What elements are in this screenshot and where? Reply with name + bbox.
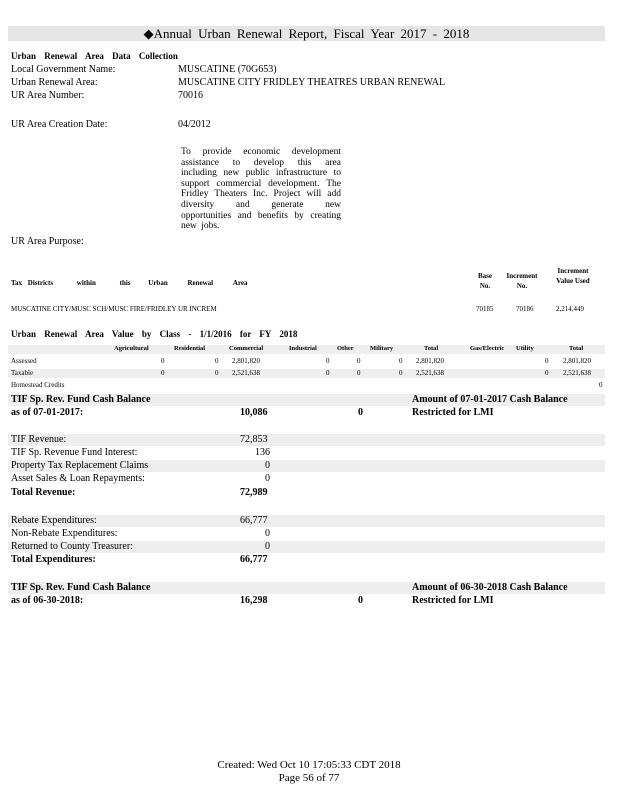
urban-word: Urban <box>148 279 168 287</box>
increment-value-used-header: Increment Value Used <box>556 267 590 285</box>
col-industrial: Industrial <box>289 345 317 352</box>
total-revenue-value: 72,989 <box>240 487 268 498</box>
col-military: Military <box>370 345 394 352</box>
cell-other: 0 <box>357 357 361 365</box>
begin-lmi-value: 0 <box>358 407 363 418</box>
revenue-value-replacement: 0 <box>265 460 270 471</box>
taxable-row <box>0 369 618 379</box>
begin-amount-label-1: Amount of 07-01-2017 Cash Balance <box>412 394 568 405</box>
begin-balance-label-2: as of 07-01-2017: <box>11 407 84 418</box>
cell-agricultural: 0 <box>161 357 165 365</box>
area-word: Area <box>232 279 248 287</box>
revenue-value-tif: 72,853 <box>240 434 268 445</box>
total-expenditures-label: Total Expenditures: <box>11 554 96 565</box>
revenue-label-interest: TIF Sp. Revenue Fund Interest: <box>11 447 138 458</box>
created-timestamp: Created: Wed Oct 10 17:05:33 CDT 2018 <box>217 759 401 771</box>
tax-district-increment: 70186 <box>516 305 534 313</box>
col-residential: Residential <box>174 345 206 352</box>
col-gas-electric: Gas/Electric <box>470 345 505 352</box>
col-total-2: Total <box>569 345 584 352</box>
revenue-value-interest: 136 <box>255 447 270 458</box>
ur-area-purpose-label: UR Area Purpose: <box>11 236 84 247</box>
cell-total: 2,801,820 <box>416 357 444 365</box>
local-government-label: Local Government Name: <box>11 64 116 75</box>
row-label: Taxable <box>11 369 34 377</box>
base-no-header: Base No. <box>478 272 492 290</box>
cell-total-2: 2,801,820 <box>563 357 591 365</box>
revenue-label-tif: TIF Revenue: <box>11 434 67 445</box>
col-total: Total <box>424 345 439 352</box>
cell-agricultural: 0 <box>161 369 165 377</box>
within-word: within <box>76 279 96 287</box>
tax-district-value-used: 2,214,449 <box>556 305 584 313</box>
local-government-value: MUSCATINE (70G653) <box>178 64 277 75</box>
cell-utility: 0 <box>545 369 549 377</box>
area-value-header-row <box>0 345 618 354</box>
end-amount-label-1: Amount of 06-30-2018 Cash Balance <box>412 582 568 593</box>
cell-industrial: 0 <box>326 357 330 365</box>
report-title-banner <box>8 26 605 41</box>
homestead-credits-label: Homestead Credits <box>11 381 65 389</box>
cell-residential: 0 <box>215 369 219 377</box>
page-number: Page 56 of 77 <box>278 772 340 784</box>
row-label: Assessed <box>11 357 37 365</box>
total-expenditures-value: 66,777 <box>240 554 268 565</box>
assessed-row <box>0 357 618 367</box>
ur-area-number-value: 70016 <box>178 90 203 101</box>
renewal-word: Renewal <box>187 279 214 287</box>
expenditure-label-returned: Returned to County Treasurer: <box>11 541 133 552</box>
ur-area-label: Urban Renewal Area: <box>11 77 98 88</box>
cell-other: 0 <box>357 369 361 377</box>
expenditure-label-rebate: Rebate Expenditures: <box>11 515 97 526</box>
cell-military: 0 <box>399 369 403 377</box>
cell-residential: 0 <box>215 357 219 365</box>
total-revenue-label: Total Revenue: <box>11 487 76 498</box>
cell-total-2: 2,521,638 <box>563 369 591 377</box>
creation-date-label: UR Area Creation Date: <box>11 119 108 130</box>
cell-industrial: 0 <box>326 369 330 377</box>
begin-amount-label-2: Restricted for LMI <box>412 407 494 418</box>
cell-utility: 0 <box>545 357 549 365</box>
end-lmi-value: 0 <box>358 595 363 606</box>
cell-total: 2,521,638 <box>416 369 444 377</box>
cell-military: 0 <box>399 357 403 365</box>
end-amount-label-2: Restricted for LMI <box>412 595 494 606</box>
revenue-label-replacement: Property Tax Replacement Claims <box>11 460 149 471</box>
cell-commercial: 2,801,820 <box>232 357 260 365</box>
revenue-label-asset-sales: Asset Sales & Loan Repayments: <box>11 473 145 484</box>
tax-districts-word: Tax Districts <box>11 279 54 287</box>
report-title: Annual Urban Renewal Report, Fiscal Year 2017 - 2018 <box>153 26 470 41</box>
ur-area-purpose-value: To provide economic development assistance to develop this area including new public infrastructure to support commercial development. The Fridley Theaters Inc. Project will add diversity and generate new opportunities and benefits by creating new jobs. <box>181 147 341 232</box>
col-commercial: Commercial <box>229 345 264 352</box>
expenditure-value-rebate: 66,777 <box>240 515 268 526</box>
begin-balance-label-1: TIF Sp. Rev. Fund Cash Balance <box>11 394 151 405</box>
revenue-value-asset-sales: 0 <box>265 473 270 484</box>
expenditure-value-returned: 0 <box>265 541 270 552</box>
this-word: this <box>119 279 131 287</box>
col-other: Other <box>337 345 354 352</box>
diamond-icon: ◆ <box>143 26 154 41</box>
tax-district-name: MUSCATINE CITY/MUSC SCH/MUSC FIRE/FRIDLEY UR INCREM <box>11 305 217 313</box>
end-balance-value: 16,298 <box>240 595 268 606</box>
area-value-heading: Urban Renewal Area Value by Class - 1/1/2016 for FY 2018 <box>11 329 298 339</box>
end-balance-label-1: TIF Sp. Rev. Fund Cash Balance <box>11 582 151 593</box>
expenditure-value-non-rebate: 0 <box>265 528 270 539</box>
tax-district-base: 70185 <box>476 305 494 313</box>
expenditure-label-non-rebate: Non-Rebate Expenditures: <box>11 528 118 539</box>
ur-area-number-label: UR Area Number: <box>11 90 85 101</box>
creation-date-value: 04/2012 <box>178 119 211 130</box>
homestead-credits-value: 0 <box>599 381 603 389</box>
begin-balance-value: 10,086 <box>240 407 268 418</box>
ur-area-value: MUSCATINE CITY FRIDLEY THEATRES URBAN RENEWAL <box>178 77 446 88</box>
end-balance-label-2: as of 06-30-2018: <box>11 595 84 606</box>
col-agricultural: Agricultural <box>114 345 149 352</box>
area-data-heading: Urban Renewal Area Data Collection <box>11 51 178 61</box>
col-utility: Utility <box>516 345 534 352</box>
tax-districts-heading <box>11 279 248 287</box>
cell-commercial: 2,521,638 <box>232 369 260 377</box>
increment-no-header: Increment No. <box>506 272 538 290</box>
